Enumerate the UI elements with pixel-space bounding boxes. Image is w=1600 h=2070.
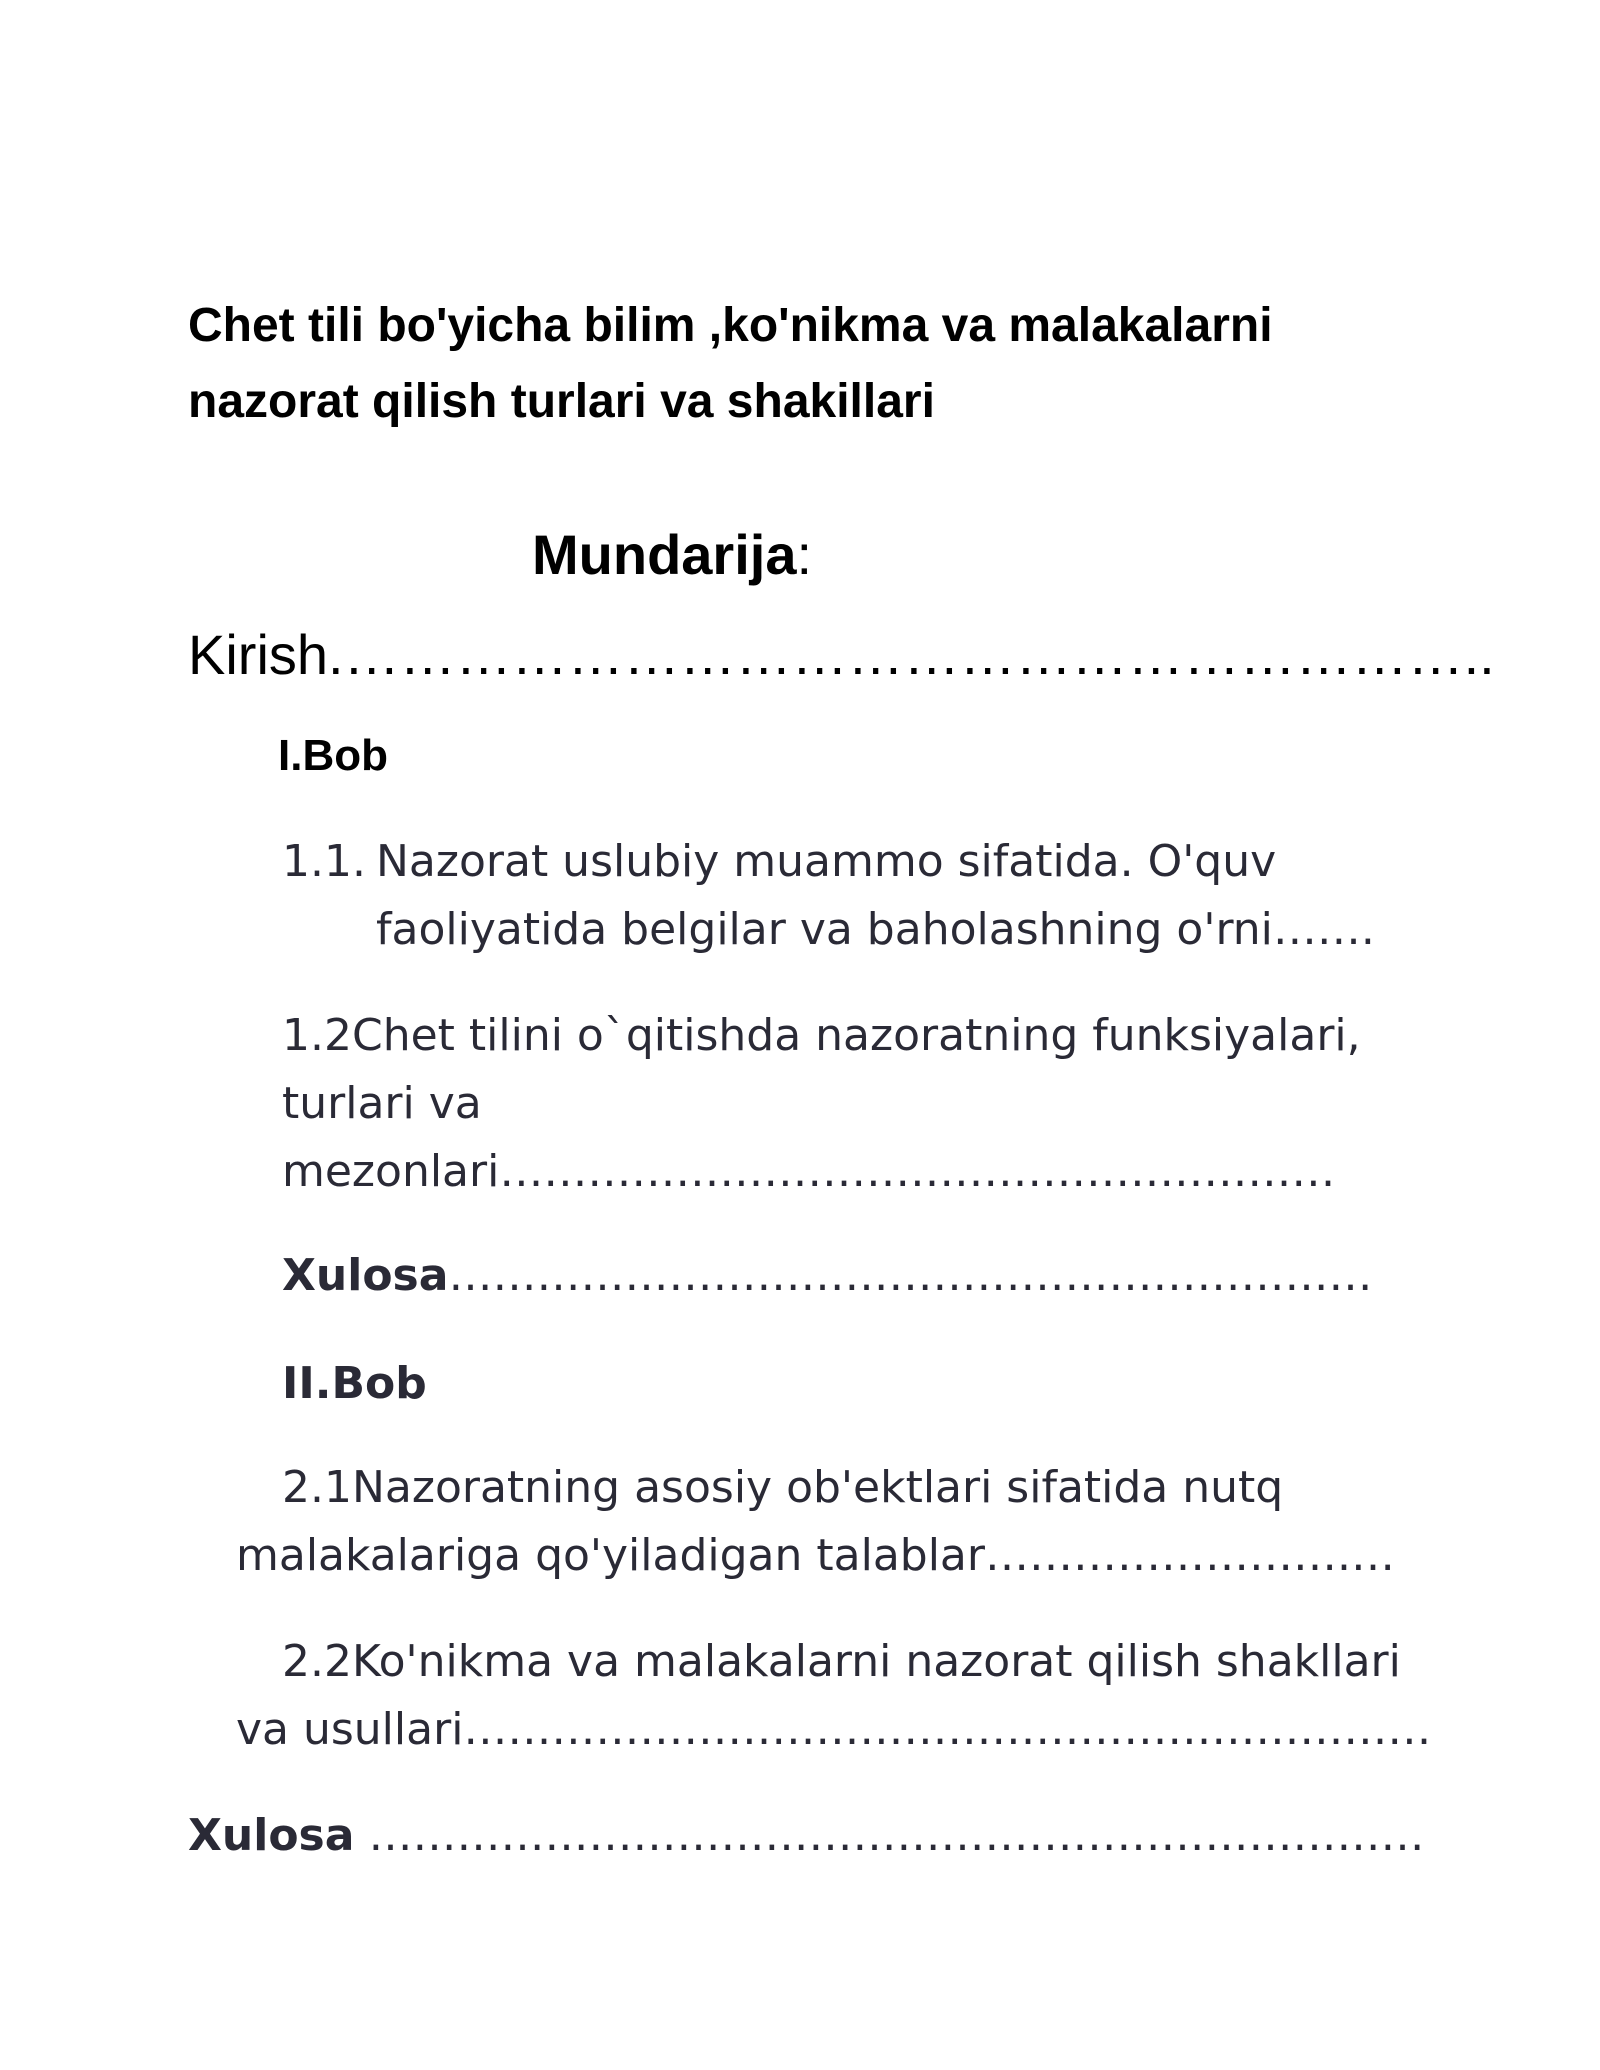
contents-heading-colon: : bbox=[796, 523, 813, 586]
contents-heading-text: Mundarija bbox=[532, 523, 797, 586]
title-line-1: Chet tili bo'yicha bilim ,ko'nikma va malakalarni bbox=[188, 299, 1273, 352]
toc-chapter-1-conclusion-label: Xulosa bbox=[282, 1250, 449, 1301]
toc-item-2-1-line-1: 2.1Nazoratning asosiy ob'ektlari sifatida nutq bbox=[282, 1462, 1284, 1513]
toc-item-1-1-line-2: faoliyatida belgilar va baholashning o'rni……. bbox=[376, 904, 1375, 955]
toc-chapter-1-conclusion bbox=[282, 1242, 1372, 1310]
toc-chapter-2-label: II.Bob bbox=[282, 1358, 427, 1409]
toc-final-conclusion-dots: ……………………………………………………………… bbox=[354, 1810, 1425, 1861]
toc-item-1-1-number: 1.1. bbox=[282, 836, 366, 887]
toc-intro: Kirish.…………………………………………………….. bbox=[188, 623, 1495, 686]
toc-item-2-2 bbox=[236, 1628, 1431, 1764]
document-title bbox=[188, 288, 1438, 440]
toc-final-conclusion bbox=[188, 1802, 1424, 1870]
contents-heading bbox=[532, 520, 812, 590]
toc-item-1-2 bbox=[282, 1002, 1361, 1206]
toc-item-1-1 bbox=[282, 828, 1375, 964]
title-line-2: nazorat qilish turlari va shakillari bbox=[188, 375, 935, 428]
toc-chapter-1-label: I.Bob bbox=[278, 731, 388, 780]
toc-final-conclusion-label: Xulosa bbox=[188, 1810, 355, 1861]
toc-item-1-1-text: Nazorat uslubiy muammo sifatida. O'quv bbox=[376, 836, 1277, 887]
toc-item-2-2-line-1: 2.2Ko'nikma va malakalarni nazorat qilish shakllari bbox=[282, 1636, 1401, 1687]
toc-item-2-2-line-2: va usullari………………………………………………………… bbox=[236, 1704, 1432, 1755]
toc-item-2-1 bbox=[236, 1454, 1395, 1590]
toc-item-1-2-line-2: turlari va bbox=[282, 1078, 482, 1129]
toc-item-2-1-line-2: malakalariga qo'yiladigan talablar…………………….… bbox=[236, 1530, 1395, 1581]
toc-item-1-1-line-1 bbox=[282, 828, 1375, 896]
toc-item-1-2-line-3: mezonlari………………………………………………… bbox=[282, 1146, 1336, 1197]
toc-chapter-1-conclusion-dots: ……………………………………………………… bbox=[448, 1250, 1373, 1301]
toc-item-1-2-line-1: 1.2Chet tilini o`qitishda nazoratning funksiyalari, bbox=[282, 1010, 1361, 1061]
